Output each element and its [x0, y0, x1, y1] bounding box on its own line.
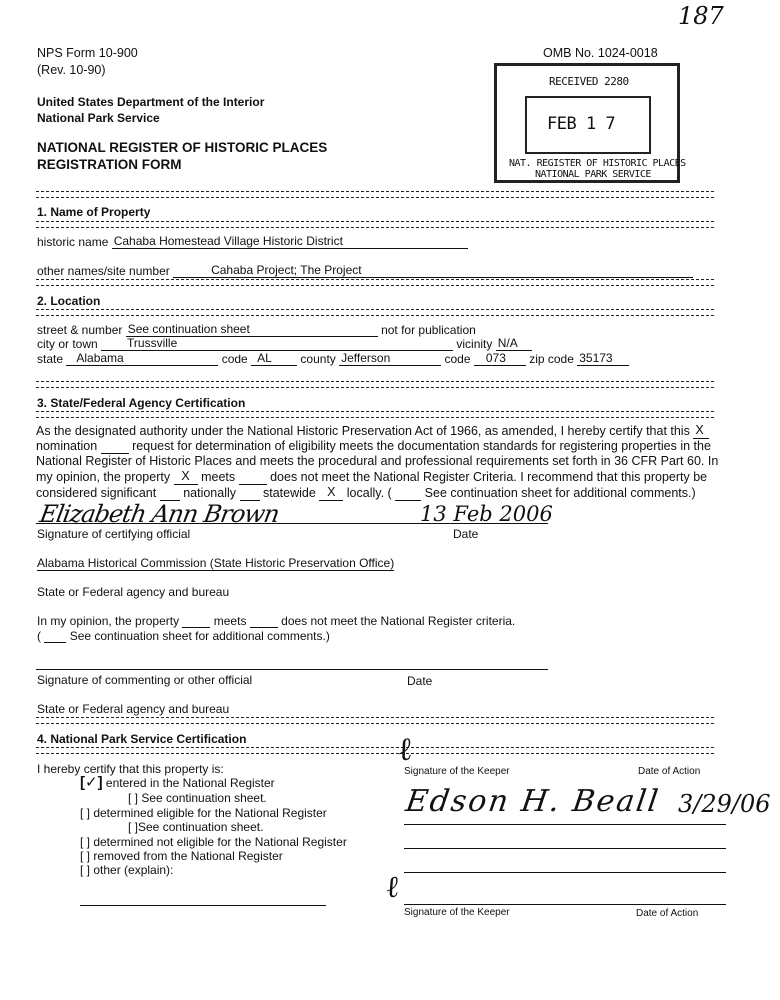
opinion-continuation-row: ( See continuation sheet for additional comments.) [37, 629, 330, 643]
state-code-label: code [221, 352, 248, 366]
removed: [ ] removed from the National Register [80, 849, 283, 863]
continuation-check [395, 487, 421, 501]
vicinity-value: N/A [496, 336, 532, 351]
opinion-row: In my opinion, the property meets does not meet the National Register criteria. [37, 614, 516, 628]
meets-check: X [174, 469, 198, 485]
omb-number: OMB No. 1024-0018 [543, 46, 658, 60]
section-divider [36, 381, 714, 388]
entered-row [80, 776, 275, 790]
stamp-date-box [525, 96, 651, 154]
state-value: Alabama [66, 351, 218, 366]
keeper-initials-signature: ℓ [384, 869, 401, 906]
section-divider [36, 717, 714, 724]
section-divider [36, 411, 714, 418]
section-divider [36, 747, 714, 754]
certifying-agency: Alabama Historical Commission (State Historic Preservation Office) [37, 556, 395, 570]
keeper-date: 3/29/06 [678, 790, 771, 818]
date-of-action-label-2: Date of Action [636, 908, 699, 919]
continuation-1: [ ] See continuation sheet. [128, 791, 267, 805]
opinion-not-meet-check [250, 614, 278, 628]
request-check [101, 440, 129, 454]
keeper-initials-mark: ℓ [395, 729, 414, 769]
certifying-date-label: Date [453, 527, 479, 541]
keeper-signature-line-2 [404, 904, 726, 905]
other-names-row [37, 263, 693, 278]
certifying-signature-label: Signature of certifying official [37, 527, 191, 541]
nomination-check: X [693, 423, 709, 439]
county-code-label: code [444, 352, 471, 366]
stamp-received: RECEIVED 2280 [549, 75, 629, 88]
commenting-signature-line [36, 669, 548, 670]
state-label: state [37, 352, 64, 366]
zip-value: 35173 [577, 351, 629, 366]
keeper-signature-line [404, 824, 726, 825]
section-divider [36, 221, 714, 228]
determined-eligible: [ ] determined eligible for the National Register [80, 806, 327, 820]
commenting-signature-label: Signature of commenting or other official [37, 673, 253, 687]
nationally-check [160, 487, 180, 501]
does-not-meet-check [239, 471, 267, 485]
form-title-line2: REGISTRATION FORM [37, 157, 182, 172]
statewide-check [240, 487, 260, 501]
section2-heading: 2. Location [37, 294, 101, 308]
historic-name-value: Cahaba Homestead Village Historic District [112, 234, 468, 249]
section1-heading: 1. Name of Property [37, 205, 151, 219]
section3-heading: 3. State/Federal Agency Certification [37, 396, 246, 410]
zip-label: zip code [529, 352, 574, 366]
keeper-blank-line-1 [404, 848, 726, 849]
other-names-value: Cahaba Project; The Project [173, 263, 693, 278]
other-names-label: other names/site number [37, 264, 170, 278]
historic-name-label: historic name [37, 235, 109, 249]
keeper-blank-line-2 [404, 872, 726, 873]
not-for-publication: not for publication [381, 323, 476, 337]
form-revision: (Rev. 10-90) [37, 63, 106, 77]
form-title-line1: NATIONAL REGISTER OF HISTORIC PLACES [37, 140, 328, 155]
date-of-action-label: Date of Action [638, 766, 701, 777]
signature-line [36, 523, 548, 524]
city-value: Trussville [101, 336, 453, 351]
other: [ ] other (explain): [80, 863, 174, 877]
continuation-2: [ ]See continuation sheet. [128, 820, 264, 834]
city-row [37, 336, 532, 351]
historic-name-row [37, 234, 468, 249]
county-label: county [300, 352, 336, 366]
stamp-line2: NATIONAL PARK SERVICE [535, 169, 651, 180]
street-value: See continuation sheet [126, 322, 378, 337]
opinion-meets-check [182, 614, 210, 628]
state-code-value: AL [251, 351, 297, 366]
commenting-date-label: Date [407, 674, 433, 688]
entered-label: entered in the National Register [105, 776, 275, 790]
certifying-signature: Elizabeth Ann Brown [37, 500, 282, 528]
street-label: street & number [37, 323, 123, 337]
opinion-continuation-check [44, 629, 66, 643]
county-code-value: 073 [474, 351, 526, 366]
received-stamp [494, 63, 686, 183]
county-value: Jefferson [339, 351, 441, 366]
other-explain-line [80, 905, 326, 906]
keeper-label: Signature of the Keeper [404, 766, 510, 777]
certification-paragraph: As the designated authority under the National Historic Preservation Act of 1966, as amended, I hereby certify that this X nomination request for determination of eligibility meets the documentation standards for registering properties in the National Register of Historic Places and meets the procedural and professional requirements set forth in 36 CFR Part 60. In my opinion, the property X meets does not meet the National Register Criteria. I recommend that this property be considered significant nationally statewide X locally. ( See continuation sheet for additional comments.) [36, 423, 719, 500]
section4-heading: 4. National Park Service Certification [37, 732, 247, 746]
department: United States Department of the Interior [37, 95, 265, 109]
locally-check: X [319, 485, 343, 501]
page-number: 187 [678, 2, 724, 30]
street-row [37, 322, 476, 337]
form-number: NPS Form 10-900 [37, 46, 138, 60]
section-divider [36, 279, 714, 286]
entered-check-icon: [✓] [80, 774, 103, 791]
keeper-label-2: Signature of the Keeper [404, 907, 510, 918]
vicinity-label: vicinity [456, 337, 493, 351]
keeper-signature: Edson H. Beall [403, 784, 662, 819]
city-label: city or town [37, 337, 98, 351]
stamp-line1: NAT. REGISTER OF HISTORIC PLACES [509, 158, 686, 169]
service: National Park Service [37, 111, 160, 125]
section-divider [36, 191, 714, 198]
state-row [37, 351, 629, 366]
agency-label-2: State or Federal agency and bureau [37, 702, 230, 716]
agency-label: State or Federal agency and bureau [37, 585, 230, 599]
stamp-date: FEB 1 7 [547, 114, 616, 134]
section-divider [36, 309, 714, 316]
certifying-date: 13 Feb 2006 [420, 502, 553, 526]
certify-text: I hereby certify that this property is: [37, 762, 224, 776]
not-eligible: [ ] determined not eligible for the National Register [80, 835, 347, 849]
